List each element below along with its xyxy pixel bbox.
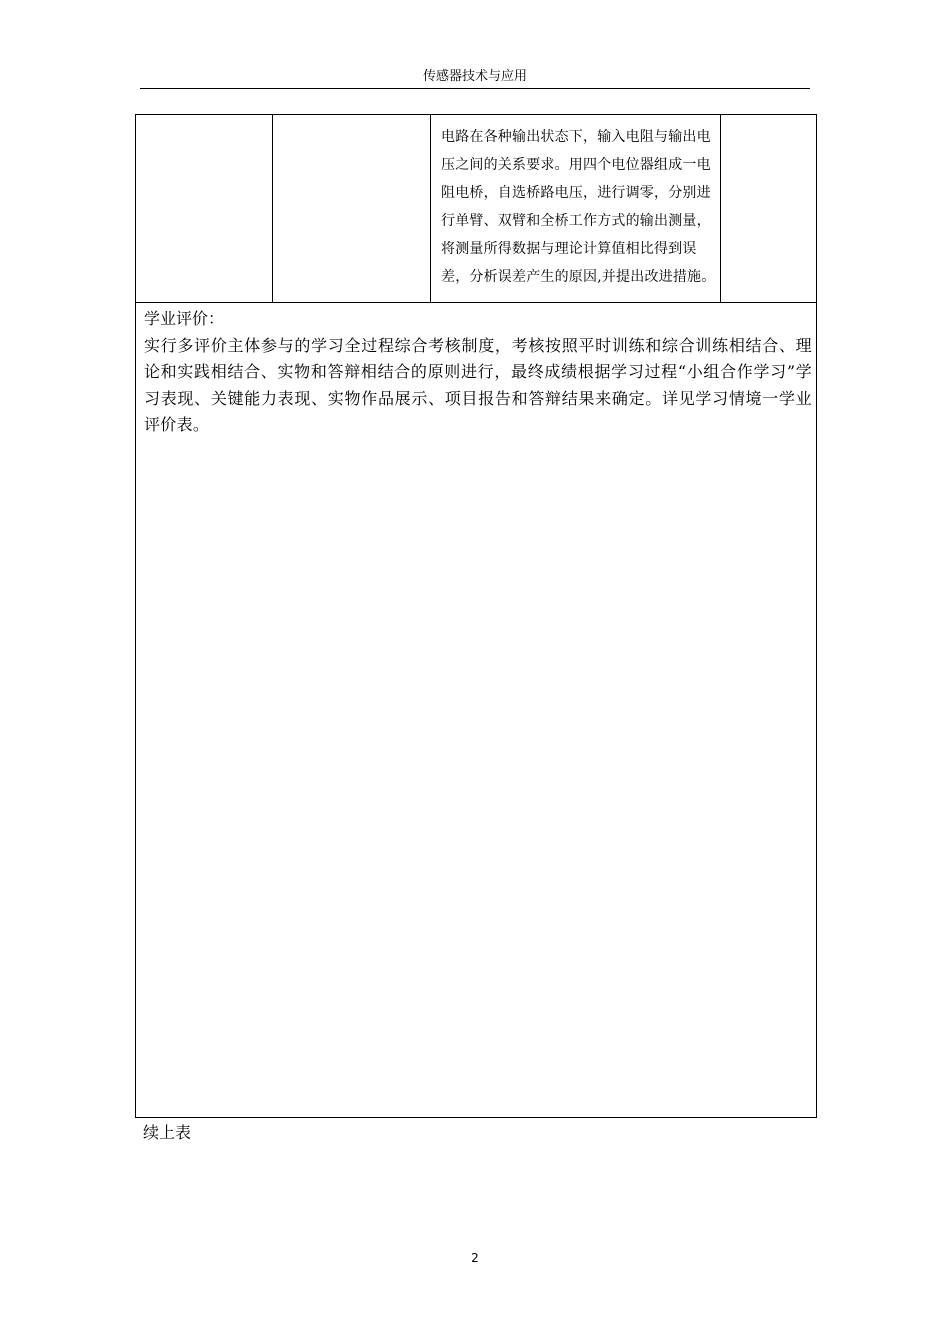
document-table bbox=[135, 114, 817, 1118]
table-row-top bbox=[136, 115, 816, 303]
table-cell-1 bbox=[136, 115, 273, 302]
table-cell-3 bbox=[430, 115, 720, 302]
continued-label: 续上表 bbox=[143, 1123, 192, 1142]
page-number: 2 bbox=[471, 1251, 479, 1265]
table-cell-4 bbox=[720, 115, 816, 302]
table-cell-2 bbox=[273, 115, 430, 302]
table-cell-3-text: 电路在各种输出状态下，输入电阻与输出电压之间的关系要求。用四个电位器组成一电阻电桥，自选桥路电压，进行调零，分别进行单臂、双臂和全桥工作方式的输出测量，将测量所得数据与理论计算值相比得到误差，分析误差产生的原因,并提出改进措施。 bbox=[441, 129, 716, 285]
evaluation-body: 实行多评价主体参与的学习全过程综合考核制度，考核按照平时训练和综合训练相结合、理论和实践相结合、实物和答辩相结合的原则进行，最终成绩根据学习过程“小组合作学习”学习表现、关键能力表现、实物作品展示、项目报告和答辩结果来确定。详见学习情境一学业评价表。 bbox=[144, 335, 812, 434]
evaluation-title: 学业评价： bbox=[144, 309, 225, 328]
page-header-title: 传感器技术与应用 bbox=[422, 69, 527, 84]
evaluation-section bbox=[144, 306, 812, 439]
header-rule bbox=[140, 88, 810, 89]
